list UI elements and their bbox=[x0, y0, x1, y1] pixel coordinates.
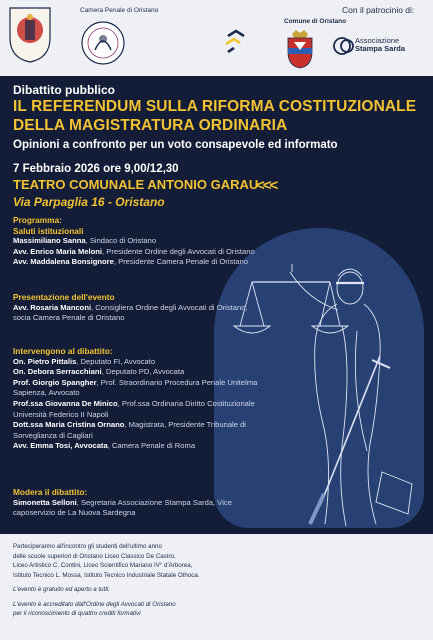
program-interventi: Intervengono al dibattito: On. Pietro Pittalis, Deputato FI, Avvocato On. Debora Serracchiani, Deputato PD, Avvocata Prof. Giorgio Spangher, Prof. Straordinario Procedura Penale Unitelma Sapienza, Avvocato Prof.ssa Giovanna De Minico, Prof.ssa Ordinaria Diritto Costituzionale Università Federico II Napoli Dott.ssa Maria Cristina Ornano, Magistrata, Presidente Tribunale di Sorveglianza di Cagliari Avv. Emma Tosi, Avvocata, Camera Penale di Roma bbox=[13, 346, 313, 452]
comune-crest-icon bbox=[283, 28, 317, 70]
patrocinio-label: Con il patrocinio di: bbox=[342, 5, 415, 15]
program-modera: Modera il dibattito: Simonetta Selloni, Segretaria Associazione Stampa Sarda, Vice caposervizio de La Nuova Sardegna bbox=[13, 487, 232, 518]
speaker-row: Massimiliano Sanna, Sindaco di Oristano bbox=[13, 236, 157, 246]
speaker-row: Prof.ssa Giovanna De Minico, Prof.ssa Ordinaria Diritto Costituzionale bbox=[13, 398, 255, 408]
speaker-row: Avv. Maddalena Bonsignore, Presidente Camera Penale di Oristano bbox=[13, 257, 249, 267]
event-venue: TEATRO COMUNALE ANTONIO GARAU bbox=[13, 177, 259, 192]
program-saluti: Programma: Saluti istituzionali Massimiliano Sanna, Sindaco di Oristano Avv. Enrico Maria Meloni, Presidente Ordine degli Avvocati di Oristano Avv. Maddalena Bonsignore, Presidente Camera Penale di Oristano bbox=[13, 215, 313, 268]
students-note: Parteciperanno all'incontro gli studenti dell'ultimo anno delle scuole superiori di Oristano Liceo Classico De Castro, Liceo Artistico C. Contini, Liceo Scientifico Mariano IV° d'Arborea, Istituto Tecnico L. Mossa, Istituto Tecnico Industriale Statale Othoca. bbox=[13, 543, 200, 579]
ordine-avvocati-logo-icon bbox=[6, 4, 54, 64]
speaker-row: Prof. Giorgio Spangher, Prof. Straordinario Procedura Penale Unitelma bbox=[13, 377, 258, 387]
credits-note: L'evento è accreditato dall'Ordine degli Avvocati di Oristano per il riconoscimento di quattro crediti formativi bbox=[13, 600, 176, 617]
footer-notes bbox=[13, 542, 313, 624]
event-subtitle: Opinioni a confronto per un voto consapevole ed informato bbox=[13, 139, 338, 151]
venue-arrows-icon: <<< bbox=[256, 177, 277, 194]
speaker-row: On. Debora Serracchiani, Deputato PD, Avvocata bbox=[13, 367, 185, 377]
comune-label: Comune di Oristano bbox=[284, 18, 347, 25]
program-presentazione: Presentazione dell'evento Avv. Rosaria Manconi, Consigliera Ordine degli Avvocati di Oristano, socia Camera Penale di Oristano bbox=[13, 292, 248, 323]
event-title: IL REFERENDUM SULLA RIFORMA COSTITUZIONALE DELLA MAGISTRATURA ORDINARIA bbox=[13, 98, 417, 134]
chevron-logo-icon bbox=[224, 28, 248, 54]
speaker-row: Avv. Enrico Maria Meloni, Presidente Ordine degli Avvocati di Oristano bbox=[13, 246, 255, 256]
speaker-row: Dott.ssa Maria Cristina Ornano, Magistrata, Presidente Tribunale di bbox=[13, 420, 246, 430]
event-date: 7 Febbraio 2026 ore 9,00/12,30 bbox=[13, 163, 179, 175]
camera-penale-logo-icon bbox=[80, 20, 126, 66]
event-address: Via Parpaglia 16 - Oristano bbox=[13, 195, 165, 209]
stampa-sarda-text: Associazione Stampa Sarda bbox=[355, 36, 406, 53]
speaker-row: On. Pietro Pittalis, Deputato FI, Avvocato bbox=[13, 356, 156, 366]
main-panel bbox=[0, 76, 433, 534]
free-entry-note: L'evento è gratuito ed aperto a tutti. bbox=[13, 586, 111, 593]
speaker-row: Avv. Emma Tosi, Avvocata, Camera Penale di Roma bbox=[13, 441, 196, 451]
camera-penale-label: Camera Penale di Oristano bbox=[80, 7, 159, 14]
event-kicker: Dibattito pubblico bbox=[13, 83, 115, 97]
